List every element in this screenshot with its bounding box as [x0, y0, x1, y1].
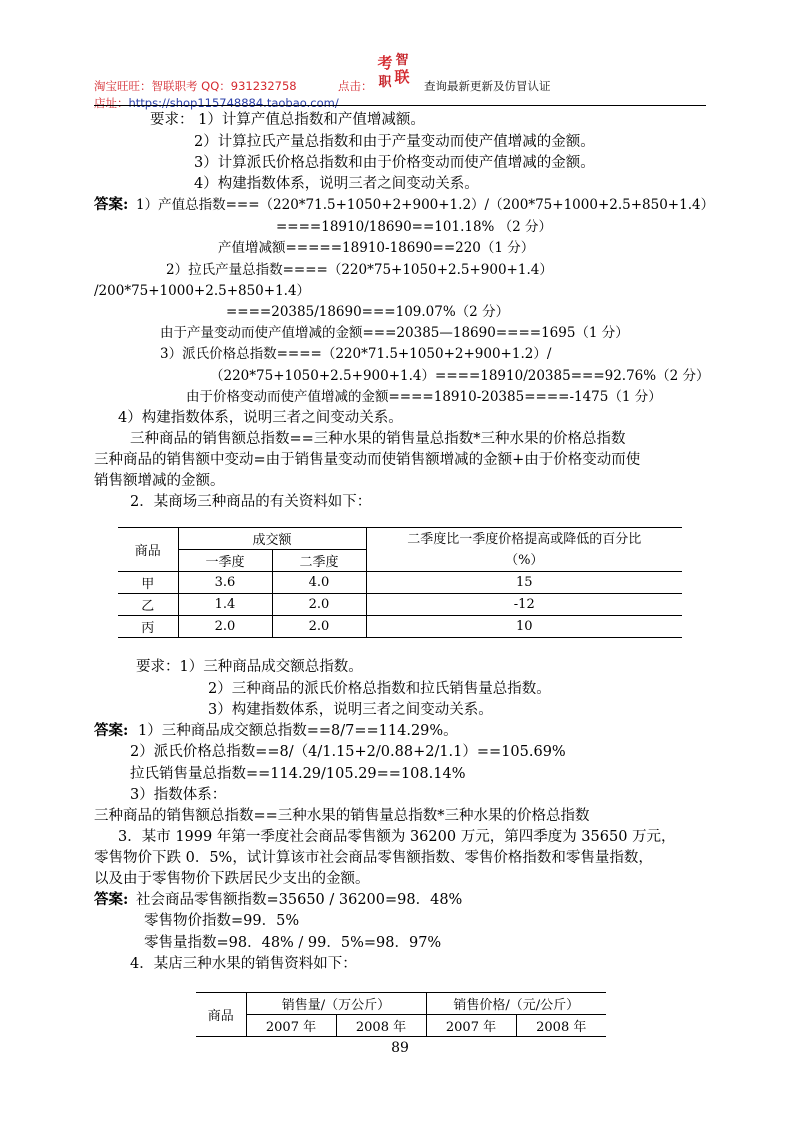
- page-number: 89: [391, 1040, 409, 1056]
- shop-info: [94, 78, 339, 112]
- q3-answer-label: 答案:: [94, 891, 129, 908]
- table-row: [118, 594, 682, 616]
- shop-url-link[interactable]: https://shop115748884.taobao.com/: [128, 96, 339, 110]
- q2-header-turnover: 成交额: [178, 528, 366, 550]
- q4-title: 4．某店三种水果的销售资料如下：: [130, 956, 357, 972]
- q2-answer-2: 2）派氏价格总指数==8/（4/1.15+2/0.88+2/1.1）==105.69%: [130, 744, 566, 760]
- q2-answer-1: 1）三种商品成交额总指数==8/7==114.29%。: [138, 723, 458, 739]
- q1-answer-14: 销售额增减的金额。: [94, 473, 225, 489]
- turnover-q2: 2.0: [272, 594, 366, 616]
- turnover-q1: 3.6: [178, 572, 272, 594]
- logo-bottom-left: 职: [378, 75, 392, 90]
- turnover-q1: 2.0: [178, 616, 272, 638]
- zhilian-logo-icon[interactable]: [376, 50, 412, 94]
- q4-data-table: [196, 992, 606, 1037]
- q2-answer-5: 三种商品的销售额总指数==三种水果的销售量总指数*三种水果的价格总指数: [94, 808, 590, 824]
- q1-req-4: 4）构建指数体系，说明三者之间变动关系。: [194, 176, 479, 192]
- goods-name: 乙: [118, 594, 178, 616]
- q2-req-2: 2）三种商品的派氏价格总指数和拉氏销售量总指数。: [208, 681, 551, 697]
- q2-answer-label: 答案:: [94, 722, 129, 739]
- q4-header-volume: 销售量/（万公斤）: [246, 993, 426, 1015]
- q1-answer-6: ====20385/18690===109.07%（2 分）: [226, 304, 510, 320]
- q3-answer-1: 社会商品零售额指数=35650 / 36200=98．48%: [136, 892, 463, 908]
- q4-header-volume-2007: 2007 年: [246, 1015, 336, 1037]
- turnover-q1: 1.4: [178, 594, 272, 616]
- page-header: [94, 50, 706, 110]
- q2-header-change: [366, 528, 682, 572]
- price-change-pct: -12: [366, 594, 682, 616]
- q3-line-3: 以及由于零售物价下跌居民少支出的金额。: [94, 871, 370, 887]
- q3-answer-2: 零售物价指数=99．5%: [144, 913, 300, 929]
- logo-top-left: 考: [377, 54, 393, 72]
- q1-answer-1: 1）产值总指数===（220*71.5+1050+2+900+1.2）/（200*75+1000+2.5+850+1.4）: [136, 197, 715, 213]
- q1-answer-13: 三种商品的销售额中变动=由于销售量变动而使销售额增减的金额+由于价格变动而使: [94, 452, 641, 468]
- q3-answer-3: 零售量指数=98．48% / 99．5%=98．97%: [144, 935, 442, 951]
- table-row: [118, 572, 682, 594]
- q4-header-price-2008: 2008 年: [516, 1015, 606, 1037]
- q1-answer-12: 三种商品的销售额总指数==三种水果的销售量总指数*三种水果的价格总指数: [130, 431, 626, 447]
- q1-answer-7: 由于产量变动而使产值增减的金额===20385—18690====1695（1 分）: [160, 325, 629, 341]
- q2-header-change-unit: （%）: [505, 552, 544, 568]
- q1-answer-3: 产值增减额=====18910-18690==220（1 分）: [218, 240, 535, 256]
- q2-title: 2．某商场三种商品的有关资料如下：: [130, 494, 372, 510]
- price-change-pct: 10: [366, 616, 682, 638]
- q1-answer-11: 4）构建指数体系，说明三者之间变动关系。: [118, 410, 403, 426]
- q1-answer-label: 答案:: [94, 196, 129, 213]
- q1-answer-5: /200*75+1000+2.5+850+1.4）: [94, 283, 311, 299]
- header-divider: [94, 105, 706, 106]
- q2-answer-3: 拉氏销售量总指数==114.29/105.29==108.14%: [130, 766, 466, 782]
- q1-req-3: 3）计算派氏价格总指数和由于价格变动而使产值增减的金额。: [194, 155, 595, 171]
- q4-header-price: 销售价格/（元/公斤）: [426, 993, 606, 1015]
- q2-header-q1: 一季度: [178, 550, 272, 572]
- click-label: 点击：: [338, 79, 373, 93]
- q2-header-goods: 商品: [118, 528, 178, 572]
- q1-req-2: 2）计算拉氏产量总指数和由于产量变动而使产值增减的金额。: [194, 134, 595, 150]
- shop-contact: 淘宝旺旺：智联职考 QQ：931232758: [94, 79, 297, 93]
- logo-top-right: 智: [395, 53, 409, 68]
- q2-req-3: 3）构建指数体系，说明三者之间变动关系。: [208, 702, 493, 718]
- q2-answer-4: 3）指数体系：: [130, 787, 227, 803]
- table-row: [118, 616, 682, 638]
- logo-bottom-right: 联: [394, 68, 410, 86]
- q1-answer-10: 由于价格变动而使产值增减的金额====18910-20385====-1475（1 分）: [186, 389, 662, 405]
- q1-answer-4: 2）拉氏产量总指数====（220*75+1050+2.5+900+1.4）: [166, 262, 553, 278]
- price-change-pct: 15: [366, 572, 682, 594]
- q1-answer-2: ====18910/18690==101.18% （2 分）: [276, 219, 553, 235]
- q4-header-goods: 商品: [196, 993, 246, 1037]
- goods-name: 甲: [118, 572, 178, 594]
- q2-req-1: 要求：1）三种商品成交额总指数。: [136, 659, 363, 675]
- q2-header-q2: 二季度: [272, 550, 366, 572]
- q1-answer-8: 3）派氏价格总指数====（220*71.5+1050+2+900+1.2）/: [160, 346, 552, 362]
- q4-header-price-2007: 2007 年: [426, 1015, 516, 1037]
- q3-line-1: 3．某市 1999 年第一季度社会商品零售额为 36200 万元，第四季度为 35650 万元，: [118, 829, 676, 845]
- turnover-q2: 4.0: [272, 572, 366, 594]
- goods-name: 丙: [118, 616, 178, 638]
- shop-url-label: 店址：: [94, 96, 129, 110]
- q2-header-change-label: 二季度比一季度价格提高或降低的百分比: [407, 531, 642, 547]
- q1-answer-9: （220*75+1050+2.5+900+1.4）====18910/20385===92.76%（2 分）: [210, 368, 710, 384]
- q3-line-2: 零售物价下跌 0．5%，试计算该市社会商品零售额指数、零售价格指数和零售量指数，: [94, 850, 653, 866]
- q4-header-volume-2008: 2008 年: [336, 1015, 426, 1037]
- q2-data-table: [118, 527, 682, 638]
- query-update-link[interactable]: 查询最新更新及仿冒认证: [424, 79, 551, 93]
- q1-req-1: 要求： 1）计算产值总指数和产值增减额。: [150, 112, 425, 128]
- turnover-q2: 2.0: [272, 616, 366, 638]
